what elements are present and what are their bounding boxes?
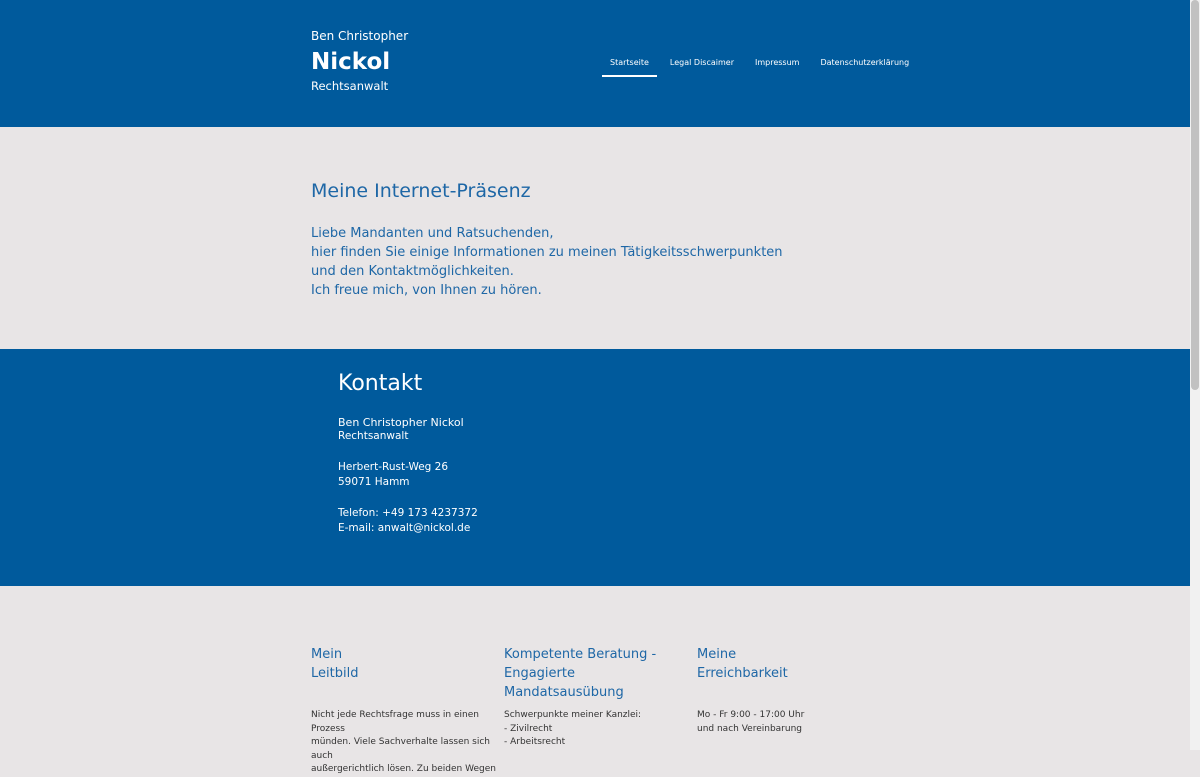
- column-title: Leitbild: [311, 666, 359, 681]
- column-title: Engagierte Mandatsausübung: [504, 666, 624, 700]
- scrollbar-thumb[interactable]: [1191, 0, 1199, 390]
- column-title: Erreichbarkeit: [697, 666, 788, 681]
- column-line: und nach Vereinbarung: [697, 723, 803, 734]
- column-title: Kompetente Beratung -: [504, 647, 657, 662]
- column-leitbild: [311, 645, 504, 777]
- column-line: Nicht jede Rechtsfrage muss in einen Prozess: [311, 710, 479, 734]
- nav-startseite[interactable]: Startseite: [602, 58, 657, 77]
- intro-section: [311, 180, 811, 300]
- intro-text: [311, 224, 811, 300]
- kontakt-title: Kontakt: [338, 371, 423, 396]
- kontakt-email[interactable]: E-mail: anwalt@nickol.de: [338, 522, 471, 534]
- nav-datenschutz[interactable]: Datenschutzerklärung: [820, 58, 910, 67]
- column-title: Mein: [311, 647, 343, 662]
- brand-last-name: Nickol: [311, 49, 391, 75]
- column-line: Mo - Fr 9:00 - 17:00 Uhr: [697, 710, 805, 720]
- column-line: außergerichtlich lösen. Zu beiden Wegen: [311, 764, 496, 774]
- intro-line: Ich freue mich, von Ihnen zu hören.: [311, 283, 542, 298]
- column-line: münden. Viele Sachverhalte lassen sich auch: [311, 737, 491, 761]
- nav-legal-disclaimer[interactable]: Legal Discaimer: [669, 58, 734, 67]
- kontakt-street: Herbert-Rust-Weg 26: [338, 460, 449, 473]
- nav-impressum[interactable]: Impressum: [754, 58, 800, 67]
- column-line: Schwerpunkte meiner Kanzlei:: [504, 710, 642, 720]
- intro-line: Liebe Mandanten und Ratsuchenden,: [311, 226, 554, 241]
- site-header: [0, 0, 1190, 127]
- brand-profession: Rechtsanwalt: [311, 79, 389, 93]
- column-line: - Zivilrecht: [504, 723, 553, 734]
- kontakt-phone[interactable]: Telefon: +49 173 4237372: [338, 506, 478, 519]
- kontakt-section: [0, 349, 1190, 586]
- column-erreichbarkeit: [697, 645, 890, 777]
- kontakt-profession: Rechtsanwalt: [338, 430, 409, 442]
- site-brand[interactable]: [311, 29, 408, 93]
- scrollbar[interactable]: [1190, 0, 1200, 750]
- main-nav: [602, 58, 922, 77]
- kontakt-name: Ben Christopher Nickol: [338, 416, 464, 429]
- intro-line: hier finden Sie einige Informationen zu meinen Tätigkeitsschwerpunkten und den Kontaktmöglichkeiten.: [311, 245, 783, 279]
- brand-first-name: Ben Christopher: [311, 29, 409, 43]
- kontakt-city: 59071 Hamm: [338, 476, 410, 488]
- intro-title: Meine Internet-Präsenz: [311, 180, 531, 202]
- column-title: Meine: [697, 647, 737, 662]
- info-columns: [311, 645, 890, 777]
- column-beratung: [504, 645, 697, 777]
- column-line: - Arbeitsrecht: [504, 737, 566, 747]
